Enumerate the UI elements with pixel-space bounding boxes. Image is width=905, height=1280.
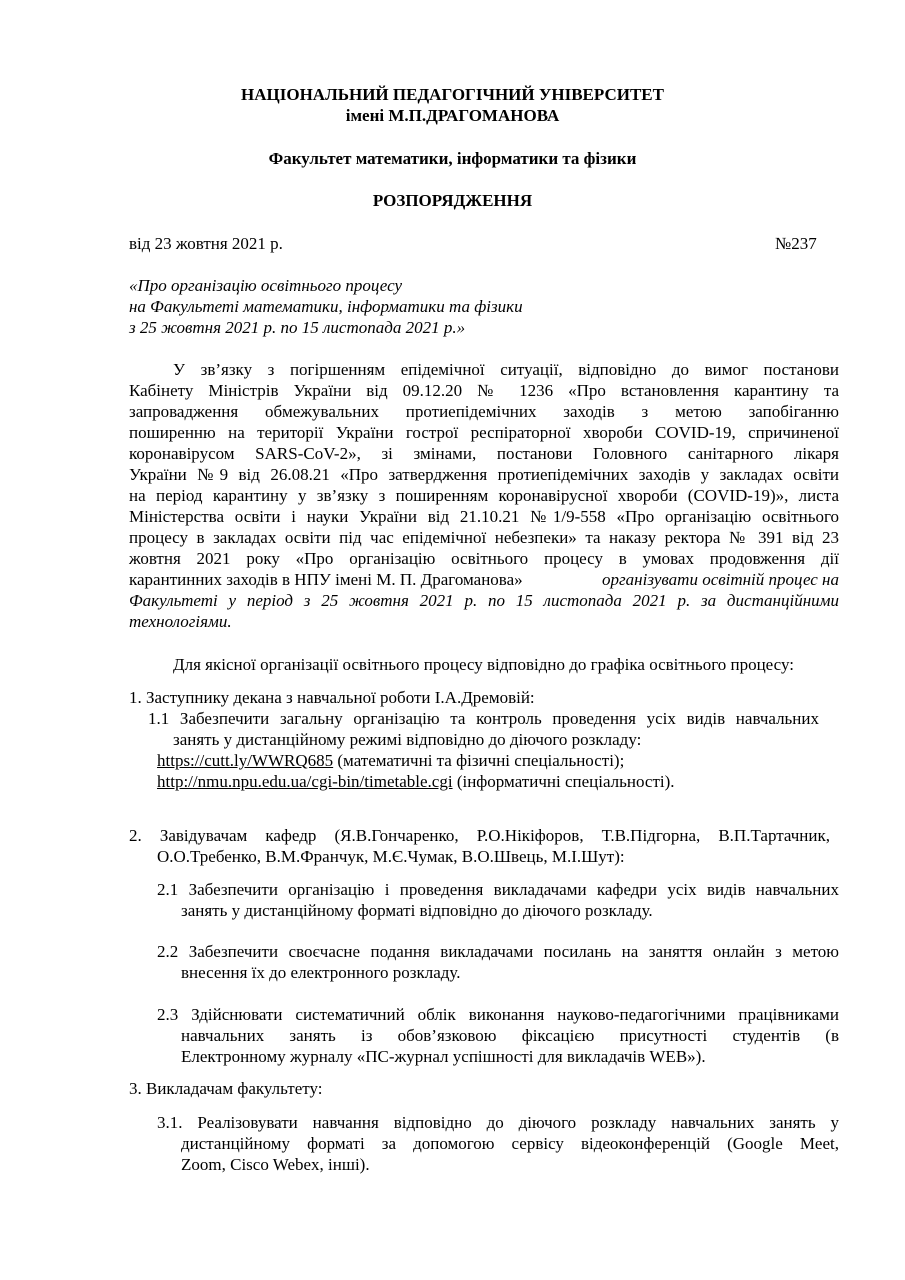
item-2-1-text: 2.1 Забезпечити організацію і проведення викладачами кафедри усіх видів навчальних	[157, 880, 839, 899]
preamble-line: поширенню на території України гострої респіраторної хвороби COVID-19, спричиненої	[129, 423, 839, 442]
preamble-line: коронавірусом SARS-CoV-2», зі змінами, постанови Головного санітарного лікаря	[129, 444, 839, 463]
preamble-line: Міністерства освіти і науки України від 21.10.21 №1/9-558 «Про організацію освітнього	[129, 507, 839, 526]
preamble-line: Кабінету Міністрів України від 09.12.20 № 1236 «Про встановлення карантину та	[129, 381, 839, 400]
item-2-3-text: Електронному журналу «ПС-журнал успішності для викладачів WEB»).	[181, 1047, 706, 1066]
document-type: РОЗПОРЯДЖЕННЯ	[372, 191, 533, 210]
link-note: (інформатичні спеціальності).	[452, 772, 675, 791]
preamble-line: запровадження обмежувальних протиепідемічних заходів з метою запобіганню	[129, 402, 839, 421]
item-2-title: 2. Завідувачам кафедр (Я.В.Гончаренко, Р.О.Нікіфоров, Т.В.Підгорна, В.П.Тартачник,	[129, 826, 830, 845]
timetable-link-row	[157, 772, 675, 792]
item-2-3-text: навчальних занять із обов’язковою фіксацією присутності студентів (в	[181, 1026, 839, 1045]
item-1-1-text: занять у дистанційному режимі відповідно до діючого розкладу:	[173, 730, 642, 749]
item-1-title: 1. Заступнику декана з навчальної роботи І.А.Дремовій:	[129, 688, 535, 707]
item-2-3-text: 2.3 Здійснювати систематичний облік виконання науково-педагогічними працівниками	[157, 1005, 839, 1024]
item-3-title: 3. Викладачам факультету:	[129, 1079, 323, 1098]
item-3-1-text: дистанційному форматі за допомогою сервісу відеоконференцій (Google Meet,	[181, 1134, 839, 1153]
preamble-line: України №9 від 26.08.21 «Про затвердження протиепідемічних заходів у закладах освіти	[129, 465, 839, 484]
timetable-link-math-physics[interactable]: https://cutt.ly/WWRQ685	[157, 751, 334, 770]
preamble-line: процесу в закладах освіти під час епідемічної небезпеки» та наказу ректора № 391 від 23	[129, 528, 839, 547]
preamble-line	[129, 570, 839, 590]
order-date: від 23 жовтня 2021 р.	[129, 234, 283, 253]
preamble-text: карантинних заходів в НПУ імені М. П. Драгоманова»	[129, 570, 523, 589]
item-1-1-text: 1.1 Забезпечити загальну організацію та контроль проведення усіх видів навчальних	[148, 709, 819, 728]
subject-line: «Про організацію освітнього процесу	[129, 276, 403, 295]
preamble-directive: організувати освітній процес на	[602, 570, 839, 589]
item-3-1-text: Zoom, Cisco Webex, інші).	[181, 1155, 370, 1174]
subject-line: на Факультеті математики, інформатики та фізики	[129, 297, 523, 316]
item-3-1-text: 3.1. Реалізовувати навчання відповідно до діючого розкладу навчальних занять у	[157, 1113, 839, 1132]
preamble-line: У зв’язку з погіршенням епідемічної ситуації, відповідно до вимог постанови	[173, 360, 839, 379]
link-note: (математичні та фізичні спеціальності);	[333, 751, 625, 770]
timetable-link-informatics[interactable]: http://nmu.npu.edu.ua/cgi-bin/timetable.cgi	[157, 772, 453, 791]
preamble-directive: технологіями.	[129, 612, 232, 631]
item-2-2-text: внесення їх до електронного розкладу.	[181, 963, 461, 982]
faculty-name: Факультет математики, інформатики та фізики	[268, 149, 637, 168]
university-name-line1: НАЦІОНАЛЬНИЙ ПЕДАГОГІЧНИЙ УНІВЕРСИТЕТ	[241, 85, 664, 104]
preamble-directive: Факультеті у період з 25 жовтня 2021 р. по 15 листопада 2021 р. за дистанційними	[129, 591, 839, 610]
order-number: №237	[775, 234, 817, 253]
item-2-1-text: занять у дистанційному форматі відповідно до діючого розкладу.	[181, 901, 653, 920]
timetable-link-row	[157, 751, 624, 771]
item-2-2-text: 2.2 Забезпечити своєчасне подання викладачами посилань на заняття онлайн з метою	[157, 942, 839, 961]
preamble-line: жовтня 2021 року «Про організацію освітнього процесу в умовах продовження дії	[129, 549, 839, 568]
preamble-line: на період карантину у зв’язку з поширенням коронавірусної хвороби (COVID-19)», листа	[129, 486, 839, 505]
item-2-title: О.О.Требенко, В.М.Франчук, М.Є.Чумак, В.О.Швець, М.І.Шут):	[157, 847, 625, 866]
university-name-line2: імені М.П.ДРАГОМАНОВА	[345, 106, 560, 125]
intro-text: Для якісної організації освітнього процесу відповідно до графіка освітнього процесу:	[173, 655, 794, 674]
subject-line: з 25 жовтня 2021 р. по 15 листопада 2021 р.»	[129, 318, 466, 337]
